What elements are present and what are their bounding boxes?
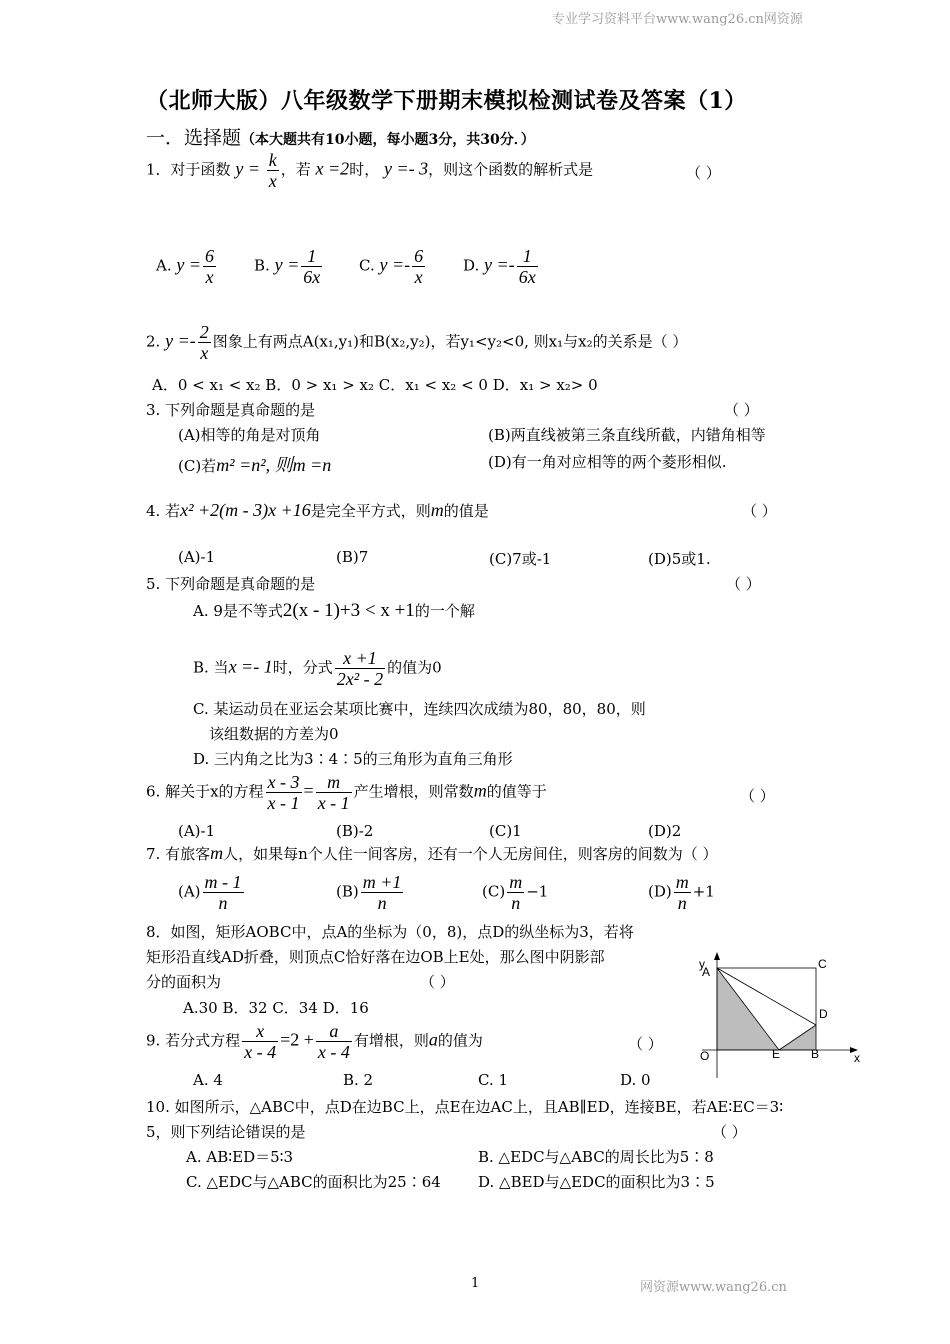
q3-option-a: (A)相等的角是对顶角 xyxy=(178,426,321,444)
q4-option-a: (A)-1 xyxy=(178,548,216,566)
q5-option-c-line2: 该组数据的方差为0 xyxy=(209,725,339,743)
label-c: C xyxy=(818,957,827,971)
q7-option-a: (A) $\frac{m - 1}{n}$ xyxy=(178,872,242,913)
q4-option-b: (B)7 xyxy=(336,548,369,566)
q1-text4: ，则这个函数的解析式是 xyxy=(428,160,594,179)
q1-text3: 时， xyxy=(349,160,380,179)
q5-paren: （ ） xyxy=(726,575,761,593)
page-number: 1 xyxy=(471,1276,480,1291)
label-d: D xyxy=(819,1007,828,1021)
question-10-line2: 5，则下列结论错误的是 xyxy=(146,1123,306,1141)
q7-option-c: (C) $\frac{m}{n}$ −1 xyxy=(482,872,549,913)
q4-paren: （ ） xyxy=(742,502,777,520)
q6-option-d: (D)2 xyxy=(648,822,682,840)
q6-option-c: (C)1 xyxy=(489,822,522,840)
question-3: 3. 下列命题是真命题的是 xyxy=(146,401,316,419)
question-8-line3: 分的面积为 xyxy=(146,973,222,991)
label-y: y xyxy=(699,957,705,971)
q5-option-b: B. 当x =- 1时，分式 $\frac{x +1}{\text{2x² - 2}}$ 的值为0 xyxy=(193,648,442,689)
question-9: 9. 若分式方程 $\frac{x}{x - 4}$ =2 + $\frac{a}{x - 4}$ 有增根，则a的值为 xyxy=(146,1021,483,1062)
q1-y: y =- 3 xyxy=(383,158,429,179)
q1-paren: （ ） xyxy=(686,164,721,182)
header-watermark: 专业学习资料平台www.wang26.cn网资源 xyxy=(552,12,803,27)
q9-option-c: C. 1 xyxy=(478,1071,509,1089)
section-label: 一．选择题 xyxy=(146,127,242,149)
q10-paren: （ ） xyxy=(712,1123,747,1141)
question-2: 2. y =- $\frac{2}{x}$ 图象上有两点A(x₁,y₁)和B(x₂,y₂)，若y₁<y₂<0, 则x₁与x₂的关系是（ ） xyxy=(146,322,688,363)
q1-option-d: D. y =- $\frac{1}{6x}$ xyxy=(463,246,536,287)
question-10-line1: 10. 如图所示，△ABC中，点D在边BC上，点E在边AC上，且AB∥ED，连接BE，若AE∶EC＝3∶ xyxy=(146,1098,784,1116)
label-e: E xyxy=(772,1047,781,1061)
q5-option-d: D. 三内角之比为3∶4∶5的三角形为直角三角形 xyxy=(193,750,513,768)
q1-option-c: C. y =- $\frac{6}{x}$ xyxy=(359,246,424,287)
y-axis-arrow xyxy=(714,952,720,960)
question-8-line2: 矩形沿直线AD折叠，则顶点C恰好落在边OB上E处，那么图中阴影部 xyxy=(146,948,605,966)
q4-option-d: (D)5或1. xyxy=(648,550,711,568)
question-5: 5. 下列命题是真命题的是 xyxy=(146,575,316,593)
label-b: B xyxy=(811,1047,820,1061)
q8-figure xyxy=(692,950,872,1085)
q1-option-a: A. y = $\frac{6}{x}$ xyxy=(156,246,215,287)
q10-option-c: C. △EDC与△ABC的面积比为25∶64 xyxy=(186,1173,441,1191)
q4-option-c: (C)7或-1 xyxy=(489,550,552,568)
q3-option-c: (C)若m² =n², 则m =n xyxy=(178,455,332,475)
q10-option-d: D. △BED与△EDC的面积比为3∶5 xyxy=(478,1173,715,1191)
q3-option-b: (B)两直线被第三条直线所截，内错角相等 xyxy=(488,426,766,444)
q9-option-b: B. 2 xyxy=(343,1071,374,1089)
q1-text: 1．对于函数 xyxy=(146,160,231,179)
q1-x: x =2 xyxy=(315,158,350,179)
q8-paren: （ ） xyxy=(420,973,455,991)
q7-option-b: (B) $\frac{m +1}{n}$ xyxy=(336,872,402,913)
q10-option-b: B. △EDC与△ABC的周长比为5∶8 xyxy=(478,1148,714,1166)
q8-options: A.30 B．32 C．34 D．16 xyxy=(183,999,369,1017)
q1-eq: y = xyxy=(235,158,260,179)
q6-option-a: (A)-1 xyxy=(178,822,216,840)
q9-option-a: A. 4 xyxy=(193,1071,223,1089)
question-1 xyxy=(146,150,593,191)
q1-option-b: B. y = $\frac{1}{6x}$ xyxy=(254,246,321,287)
page-title: （北师大版）八年级数学下册期末模拟检测试卷及答案（1） xyxy=(146,88,747,114)
q6-option-b: (B)-2 xyxy=(336,822,374,840)
label-x: x xyxy=(854,1051,860,1065)
q7-option-d: (D) $\frac{m}{n}$ +1 xyxy=(648,872,715,913)
q6-paren: （ ） xyxy=(740,787,775,805)
section-heading xyxy=(146,123,535,150)
section-note: （本大题共有10小题，每小题3分，共30分．） xyxy=(241,132,535,148)
q1-text2: ，若 xyxy=(280,160,311,179)
question-7: 7. 有旅客m人，如果每n个人住一间客房，还有一个人无房间住，则客房的间数为（ ） xyxy=(146,843,718,863)
q10-option-a: A. AB∶ED＝5∶3 xyxy=(186,1148,294,1166)
label-o: O xyxy=(700,1049,710,1063)
q3-option-d: (D)有一角对应相等的两个菱形相似. xyxy=(488,453,727,471)
q9-paren: （ ） xyxy=(628,1035,663,1053)
q2-options: A．0 < x₁ < x₂ B．0 > x₁ > x₂ C．x₁ < x₂ < 0 D．x₁ > x₂> 0 xyxy=(152,376,598,394)
footer-watermark: 网资源www.wang26.cn xyxy=(640,1280,787,1295)
q5-option-a: A. 9是不等式2(x - 1)+3 < x +1的一个解 xyxy=(193,600,475,621)
q2-text: 图象上有两点A(x₁,y₁)和B(x₂,y₂)，若y₁<y₂<0, 则x₁与x₂的关系是（ ） xyxy=(212,332,688,351)
question-6: 6. 解关于x的方程 $\frac{x - 3}{x - 1}$ = $\frac{m}{x - 1}$ 产生增根，则常数m的值等于 xyxy=(146,772,547,813)
question-4: 4. 若x² +2(m - 3)x +16是完全平方式，则m的值是 xyxy=(146,500,489,520)
label-a: A xyxy=(702,965,711,979)
q5-option-c-line1: C. 某运动员在亚运会某项比赛中，连续四次成绩为80，80，80，则 xyxy=(193,700,646,718)
q3-paren: （ ） xyxy=(724,401,759,419)
question-8-line1: 8．如图，矩形AOBC中，点A的坐标为（0，8)，点D的纵坐标为3，若将 xyxy=(146,923,634,941)
q1-frac: $\frac{k}{x}$ xyxy=(268,150,277,191)
q9-option-d: D. 0 xyxy=(620,1071,651,1089)
